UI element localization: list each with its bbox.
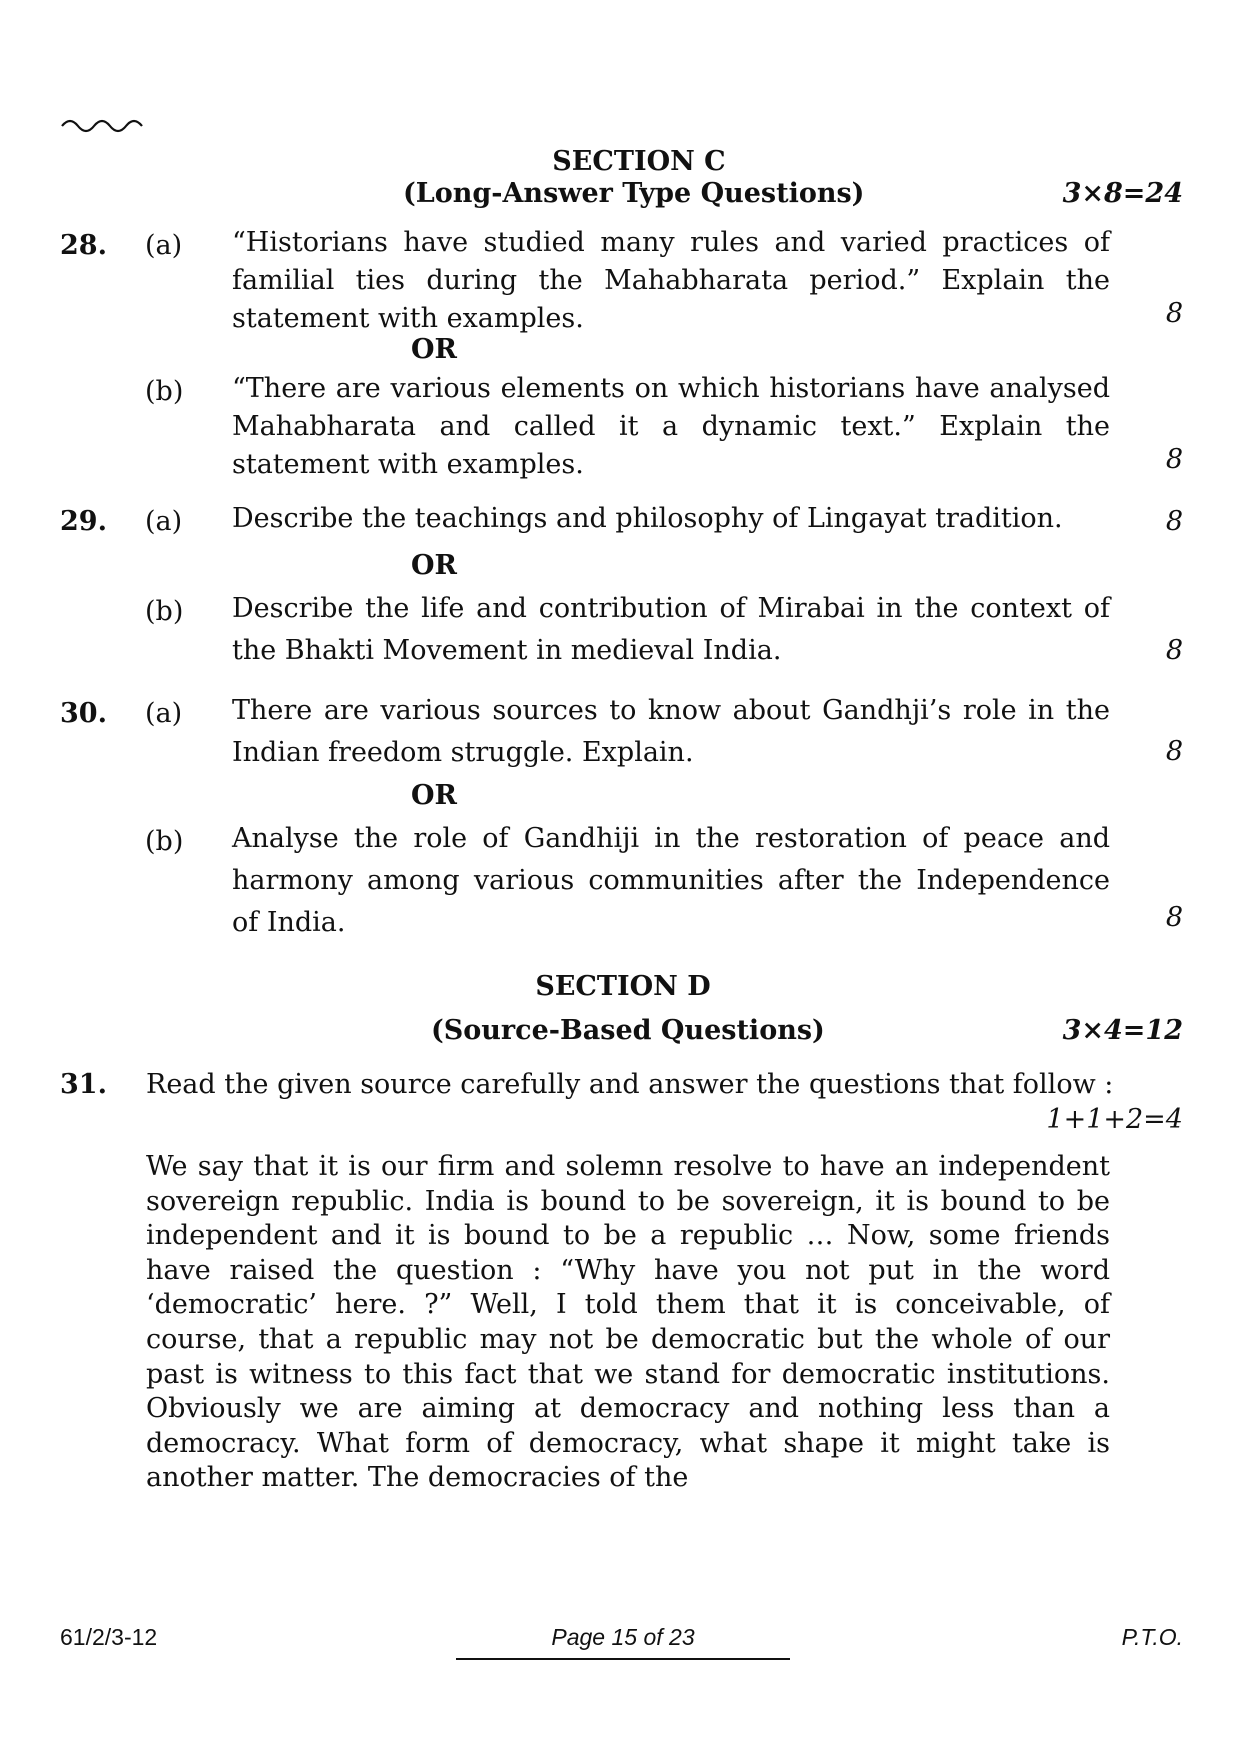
question-text: “There are various elements on which historians have analysed Mahabharata and called it a dynamic text.” Explain the statement with examples.	[232, 373, 1110, 480]
question-text: “Historians have studied many rules and varied practices of familial ties during the Mahabharata period.” Explain the statement with examples.	[232, 227, 1110, 334]
question-number: 28.	[60, 230, 107, 261]
option-label: (a)	[145, 506, 183, 537]
question-text: Describe the life and contribution of Mirabai in the context of the Bhakti Movement in medieval India.	[232, 593, 1110, 666]
question-text: There are various sources to know about Gandhji’s role in the Indian freedom struggle. Explain.	[232, 695, 1110, 768]
question-marks: 8	[1165, 506, 1183, 537]
or-divider: OR	[411, 334, 457, 365]
question-marks: 8	[1165, 635, 1183, 666]
question-number: 31.	[60, 1069, 107, 1100]
paper-code: 61/2/3-12	[60, 1624, 158, 1650]
option-label: (b)	[145, 376, 184, 407]
section-d-subtitle: (Source-Based Questions)	[431, 1015, 825, 1046]
or-divider: OR	[411, 780, 457, 811]
wave-mark-icon	[60, 118, 146, 134]
or-divider: OR	[411, 550, 457, 581]
page-number: Page 15 of 23	[551, 1624, 695, 1650]
pto-label: P.T.O.	[1121, 1624, 1183, 1650]
question-instruction: Read the given source carefully and answer the questions that follow :	[146, 1069, 1114, 1100]
option-label: (b)	[145, 826, 184, 857]
section-c-subtitle: (Long-Answer Type Questions)	[403, 178, 865, 209]
option-label: (a)	[145, 698, 183, 729]
source-passage: We say that it is our firm and solemn resolve to have an independent sovereign republic. India is bound to be sovereign, it is bound to be independent and it is bound to be a republic … Now, some friends have raised the question : “Why have you not put in the word ‘democratic’ here. ?” Well, I told them that it is conceivable, of course, that a republic may not be democratic but the whole of our past is witness to this fact that we stand for democratic institutions. Obviously we are aiming at democracy and nothing less than a democracy. What form of democracy, what shape it might take is another matter. The democracies of the	[146, 1151, 1110, 1494]
question-marks: 8	[1165, 298, 1183, 329]
question-marks: 8	[1165, 736, 1183, 767]
question-marks: 8	[1165, 902, 1183, 933]
section-c-marks: 3×8=24	[1062, 178, 1183, 209]
section-d-marks: 3×4=12	[1062, 1015, 1183, 1046]
option-label: (a)	[145, 230, 183, 261]
option-label: (b)	[145, 596, 184, 627]
question-text: Describe the teachings and philosophy of Lingayat tradition.	[232, 503, 1063, 534]
question-marks: 8	[1165, 444, 1183, 475]
section-d-title: SECTION D	[535, 971, 711, 1002]
section-c-title: SECTION C	[552, 146, 726, 177]
question-number: 30.	[60, 698, 107, 729]
question-marks: 1+1+2=4	[1046, 1104, 1183, 1135]
question-number: 29.	[60, 506, 107, 537]
question-text: Analyse the role of Gandhiji in the restoration of peace and harmony among various communities after the Independence of India.	[232, 823, 1110, 938]
footer-underline	[456, 1658, 790, 1660]
